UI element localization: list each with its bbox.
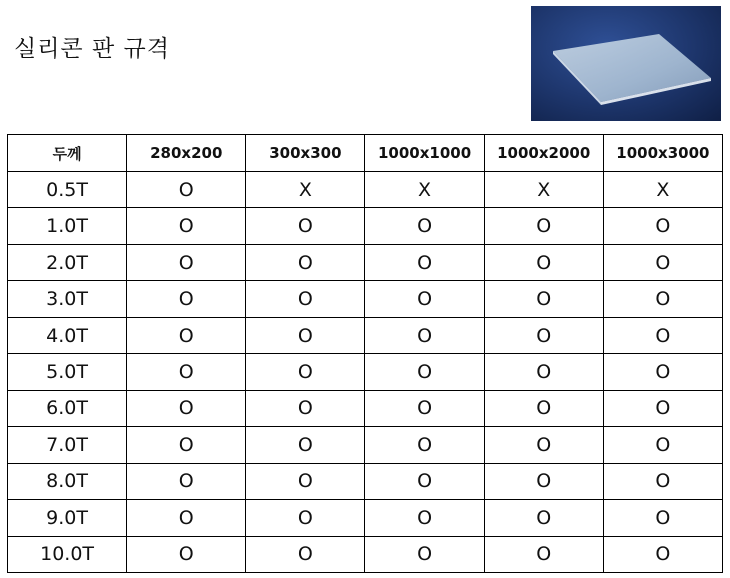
availability-cell: O bbox=[127, 390, 246, 426]
availability-cell: O bbox=[603, 463, 722, 499]
availability-cell: O bbox=[484, 208, 603, 244]
col-header-1000x1000: 1000x1000 bbox=[365, 135, 484, 172]
thickness-cell: 9.0T bbox=[8, 500, 127, 536]
availability-cell: O bbox=[365, 208, 484, 244]
availability-cell: O bbox=[484, 244, 603, 280]
availability-cell: O bbox=[484, 463, 603, 499]
availability-cell: O bbox=[365, 500, 484, 536]
availability-cell: O bbox=[603, 208, 722, 244]
availability-cell: O bbox=[127, 208, 246, 244]
col-header-280x200: 280x200 bbox=[127, 135, 246, 172]
thickness-cell: 3.0T bbox=[8, 281, 127, 317]
availability-cell: O bbox=[603, 390, 722, 426]
availability-cell: X bbox=[365, 172, 484, 208]
availability-cell: O bbox=[365, 390, 484, 426]
thickness-cell: 1.0T bbox=[8, 208, 127, 244]
thickness-cell: 0.5T bbox=[8, 172, 127, 208]
availability-cell: O bbox=[127, 281, 246, 317]
thickness-cell: 10.0T bbox=[8, 536, 127, 572]
availability-cell: O bbox=[246, 317, 365, 353]
availability-cell: O bbox=[484, 427, 603, 463]
availability-cell: O bbox=[246, 463, 365, 499]
thickness-cell: 8.0T bbox=[8, 463, 127, 499]
availability-cell: O bbox=[246, 500, 365, 536]
availability-cell: O bbox=[484, 500, 603, 536]
thickness-cell: 7.0T bbox=[8, 427, 127, 463]
availability-cell: O bbox=[127, 172, 246, 208]
availability-cell: O bbox=[127, 354, 246, 390]
availability-cell: O bbox=[127, 244, 246, 280]
table-row bbox=[8, 463, 723, 499]
table-row bbox=[8, 208, 723, 244]
availability-cell: O bbox=[246, 536, 365, 572]
availability-cell: O bbox=[484, 536, 603, 572]
availability-cell: O bbox=[603, 427, 722, 463]
availability-cell: O bbox=[246, 244, 365, 280]
availability-cell: O bbox=[365, 536, 484, 572]
availability-cell: O bbox=[127, 536, 246, 572]
table-row bbox=[8, 390, 723, 426]
availability-cell: O bbox=[246, 208, 365, 244]
availability-cell: O bbox=[246, 427, 365, 463]
thickness-cell: 5.0T bbox=[8, 354, 127, 390]
col-header-thickness: 두께 bbox=[8, 135, 127, 172]
availability-cell: O bbox=[484, 317, 603, 353]
availability-cell: O bbox=[365, 281, 484, 317]
availability-cell: O bbox=[365, 354, 484, 390]
availability-cell: O bbox=[603, 354, 722, 390]
table-row bbox=[8, 317, 723, 353]
availability-cell: O bbox=[603, 244, 722, 280]
table-row bbox=[8, 244, 723, 280]
availability-cell: O bbox=[484, 354, 603, 390]
thickness-cell: 2.0T bbox=[8, 244, 127, 280]
availability-cell: O bbox=[365, 427, 484, 463]
availability-cell: O bbox=[484, 281, 603, 317]
availability-cell: O bbox=[127, 500, 246, 536]
table-row bbox=[8, 354, 723, 390]
table-body bbox=[8, 172, 723, 573]
availability-cell: O bbox=[127, 427, 246, 463]
col-header-1000x3000: 1000x3000 bbox=[603, 135, 722, 172]
availability-cell: O bbox=[603, 536, 722, 572]
table-header-row bbox=[8, 135, 723, 172]
availability-cell: O bbox=[365, 317, 484, 353]
table-row bbox=[8, 172, 723, 208]
table-row bbox=[8, 281, 723, 317]
spec-table bbox=[7, 134, 723, 573]
thickness-cell: 4.0T bbox=[8, 317, 127, 353]
page-title: 실리콘 판 규격 bbox=[14, 36, 170, 62]
availability-cell: O bbox=[365, 244, 484, 280]
col-header-1000x2000: 1000x2000 bbox=[484, 135, 603, 172]
availability-cell: X bbox=[603, 172, 722, 208]
availability-cell: O bbox=[603, 500, 722, 536]
availability-cell: O bbox=[365, 463, 484, 499]
col-header-300x300: 300x300 bbox=[246, 135, 365, 172]
availability-cell: O bbox=[246, 390, 365, 426]
table-row bbox=[8, 500, 723, 536]
availability-cell: O bbox=[246, 281, 365, 317]
table-row bbox=[8, 427, 723, 463]
availability-cell: O bbox=[484, 390, 603, 426]
thickness-cell: 6.0T bbox=[8, 390, 127, 426]
availability-cell: O bbox=[127, 317, 246, 353]
availability-cell: O bbox=[603, 317, 722, 353]
availability-cell: O bbox=[603, 281, 722, 317]
availability-cell: O bbox=[246, 354, 365, 390]
availability-cell: O bbox=[127, 463, 246, 499]
availability-cell: X bbox=[246, 172, 365, 208]
availability-cell: X bbox=[484, 172, 603, 208]
silicone-sheet-photo bbox=[531, 6, 721, 121]
table-row bbox=[8, 536, 723, 572]
